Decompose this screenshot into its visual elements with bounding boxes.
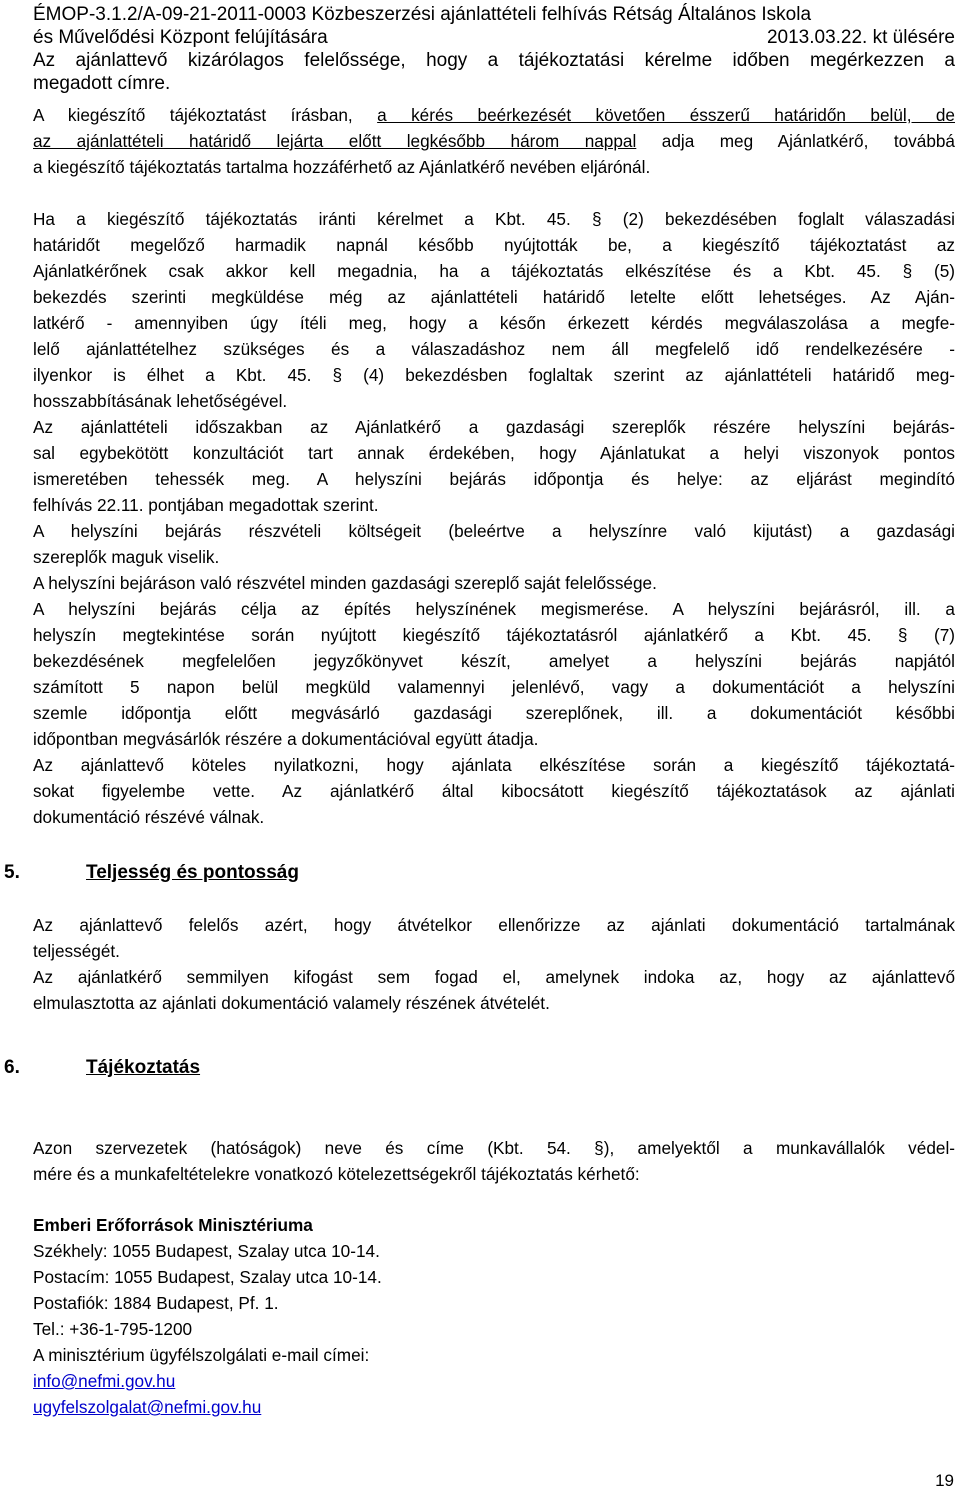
section-title: Tájékoztatás [86, 1057, 201, 1078]
paragraph-site-visit [33, 414, 955, 518]
section-number: 6. [4, 1057, 20, 1078]
section-5-body [33, 912, 955, 1016]
text-line: helyszín megtekintése során nyújtott kiegészítő tájékoztatásról ajánlatkérő a Kbt. 45. § (7) [33, 625, 955, 645]
section-6-heading [4, 1056, 200, 1080]
text-line: szereplők maguk viselik. [33, 547, 220, 567]
contact-block [33, 1212, 955, 1420]
phone: Tel.: +36-1-795-1200 [33, 1319, 193, 1339]
paragraph-late-request [33, 206, 955, 414]
text-line: bekezdésének megfelelően jegyzőkönyvet készít, amelyet a helyszíni bejárás napjától [33, 651, 955, 671]
text-line: bekezdés szerinti megküldése még az ajánlattételi határidő letelte előtt lehetséges. Az Aján- [33, 287, 955, 307]
text-line: határidőt megelőző harmadik napnál később nyújtották be, a kiegészítő tájékoztatást az [33, 235, 955, 255]
text-line: A helyszíni bejáráson való részvétel minden gazdasági szereplő saját felelőssége. [33, 573, 657, 593]
text-line: időpontban megvásárlók részére a dokumentációval együtt átadja. [33, 729, 539, 749]
ministry-name: Emberi Erőforrások Minisztériuma [33, 1215, 313, 1235]
text-line: sokat figyelembe vette. Az ajánlatkérő által kibocsátott kiegészítő tájékoztatások az ajánlati [33, 781, 955, 801]
text-line: a kiegészítő tájékoztatás tartalma hozzáférhető az Ajánlatkérő nevében eljárónál. [33, 157, 651, 177]
text-line: az ajánlattételi határidő lejárta előtt legkésőbb három nappal adja meg Ajánlatkérő, továbbá [33, 131, 955, 151]
intro-line-1: Az ajánlattevő kizárólagos felelőssége, hogy a tájékoztatási kérelme időben megérkezzen a [33, 50, 955, 71]
paragraph-bidder-statement [33, 752, 955, 830]
text-line: Az ajánlattételi időszakban az Ajánlatkérő a gazdasági szereplők részére helyszíni bejárás- [33, 417, 955, 437]
text-line: Ha a kiegészítő tájékoztatás iránti kérelmet a Kbt. 45. § (2) bekezdésében foglalt válaszadási [33, 209, 955, 229]
header-line-1: ÉMOP-3.1.2/A-09-21-2011-0003 Közbeszerzési ajánlattételi felhívás Rétság Általános Iskola [33, 4, 812, 25]
text-line: mére és a munkafeltételekre vonatkozó kötelezettségekről tájékoztatás kérhető: [33, 1164, 640, 1184]
text-line: Ajánlatkérőnek csak akkor kell megadnia, ha a tájékoztatás elkészítése és a Kbt. 45. § (5) [33, 261, 955, 281]
paragraph-site-visit-responsibility [33, 570, 955, 596]
text-line: ilyenkor is élhet a Kbt. 45. § (4) bekezdésben foglaltak szerint az ajánlattételi határidő meg- [33, 365, 955, 385]
seat-address: Székhely: 1055 Budapest, Szalay utca 10-14. [33, 1241, 380, 1261]
paragraph-site-visit-costs [33, 518, 955, 570]
text-line: Az ajánlattevő felelős azért, hogy átvételkor ellenőrizze az ajánlati dokumentáció tartalmának [33, 915, 955, 935]
page-header [33, 3, 955, 95]
section-6-body [33, 1135, 955, 1187]
text-line: elmulasztotta az ajánlati dokumentáció valamely részének átvételét. [33, 993, 550, 1013]
email-label: A minisztérium ügyfélszolgálati e-mail címei: [33, 1345, 370, 1365]
page-number: 19 [935, 1471, 954, 1490]
section-5-heading [4, 861, 299, 885]
header-line-2 [33, 26, 955, 49]
text-line: A helyszíni bejárás részvételi költségeit (beleértve a helyszínre való kijutást) a gazdasági [33, 521, 955, 541]
text-line: hosszabbításának lehetőségével. [33, 391, 288, 411]
text-line: szemle időpontja előtt megvásárló gazdasági szereplőnek, ill. a dokumentációt későbbi [33, 703, 955, 723]
text-line: sal egybekötött konzultációt tart annak érdekében, hogy Ajánlatukat a helyi viszonyok pontos [33, 443, 955, 463]
text-line: Az ajánlattevő köteles nyilatkozni, hogy ajánlata elkészítése során a kiegészítő tájékoztatá- [33, 755, 955, 775]
text-line: A kiegészítő tájékoztatást írásban, a kérés beérkezését követően ésszerű határidőn belül, de [33, 105, 955, 125]
intro-line-2: megadott címre. [33, 73, 171, 94]
email-link-info[interactable]: info@nefmi.gov.hu [33, 1371, 176, 1391]
paragraph-site-visit-purpose [33, 596, 955, 752]
text-line: ismeretében tehessék meg. A helyszíni bejárás időpontja és helye: az eljárást megindító [33, 469, 955, 489]
po-box: Postafiók: 1884 Budapest, Pf. 1. [33, 1293, 279, 1313]
postal-address: Postacím: 1055 Budapest, Szalay utca 10-14. [33, 1267, 382, 1287]
text-line: teljességét. [33, 941, 120, 961]
text-line: felhívás 22.11. pontjában megadottak szerint. [33, 495, 379, 515]
paragraph-supplementary-info [33, 102, 955, 180]
text-line: dokumentáció részévé válnak. [33, 807, 265, 827]
text-line: lelő ajánlattételhez szükséges és a válaszadáshoz nem áll megfelelő idő rendelkezésére - [33, 339, 955, 359]
text-line: Azon szervezetek (hatóságok) neve és címe (Kbt. 54. §), amelyektől a munkavállalók védel- [33, 1138, 955, 1158]
header-meeting-date: 2013.03.22. kt ülésére [766, 27, 955, 48]
text-line: latkérő - amennyiben úgy ítéli meg, hogy a későn érkezett kérdés megválaszolása a megfe- [33, 313, 955, 333]
text-line: számított 5 napon belül megküld valamennyi jelenlévő, vagy a dokumentációt a helyszíni [33, 677, 955, 697]
email-link-customer-service[interactable]: ugyfelszolgalat@nefmi.gov.hu [33, 1397, 262, 1417]
section-title: Teljesség és pontosság [86, 862, 299, 883]
header-project: és Művelődési Központ felújítására [33, 27, 328, 48]
text-line: A helyszíni bejárás célja az építés helyszínének megismerése. A helyszíni bejárásról, ill. a [33, 599, 955, 619]
section-number: 5. [4, 862, 20, 883]
text-line: Az ajánlatkérő semmilyen kifogást sem fogad el, amelynek indoka az, hogy az ajánlattevő [33, 967, 955, 987]
